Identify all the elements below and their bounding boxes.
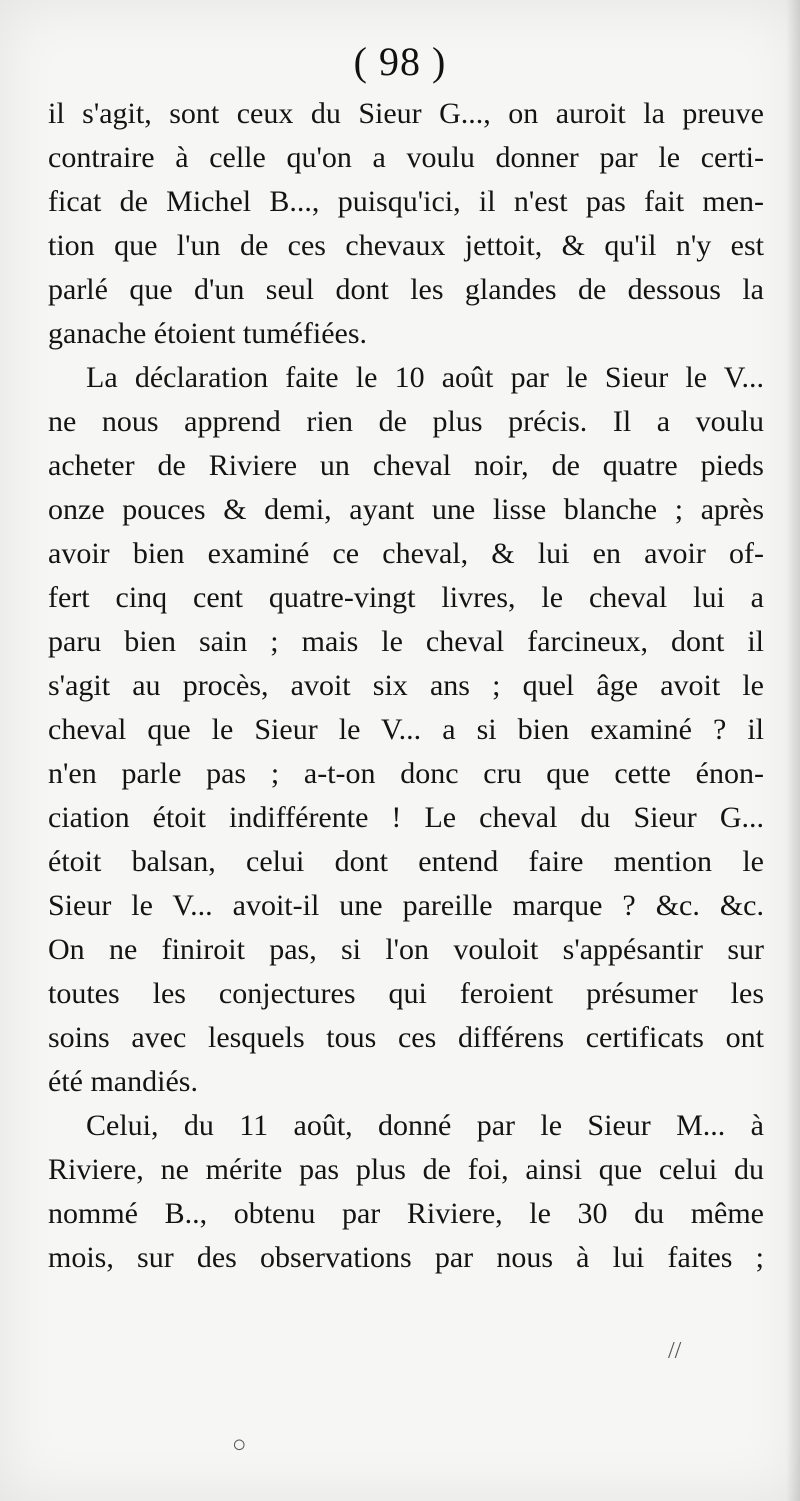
page-edge-shadow (786, 0, 800, 1501)
text-line: Sieur le V... avoit-il une pareille marque ? &c. &c. (48, 889, 764, 922)
stray-mark: ○ (232, 1432, 247, 1458)
text-line: tion que l'un de ces chevaux jettoit, & qu'il n'y est (48, 229, 764, 262)
text-line: été mandiés. (48, 1065, 198, 1098)
text-line: fert cinq cent quatre-vingt livres, le cheval lui a (48, 581, 764, 614)
text-line: avoir bien examiné ce cheval, & lui en avoir of- (48, 537, 764, 570)
text-line: nommé B.., obtenu par Riviere, le 30 du même (48, 1197, 764, 1230)
page-number: ( 98 ) (353, 39, 447, 84)
text-line: ciation étoit indifférente ! Le cheval du Sieur G... (48, 801, 764, 834)
text-line: ganache étoient tuméfiées. (48, 317, 368, 350)
text-line: s'agit au procès, avoit six ans ; quel âge avoit le (48, 669, 764, 702)
text-line: contraire à celle qu'on a voulu donner par le certi- (48, 141, 764, 174)
text-line: ne nous apprend rien de plus précis. Il a voulu (48, 405, 764, 438)
text-line: ficat de Michel B..., puisqu'ici, il n'est pas fait men- (48, 185, 764, 218)
text-line: Celui, du 11 août, donné par le Sieur M... à (86, 1109, 764, 1142)
text-line: La déclaration faite le 10 août par le Sieur le V... (86, 361, 764, 394)
text-line: cheval que le Sieur le V... a si bien examiné ? il (48, 713, 764, 746)
text-line: il s'agit, sont ceux du Sieur G..., on auroit la preuve (48, 97, 764, 130)
text-line: On ne finiroit pas, si l'on vouloit s'appésantir sur (48, 933, 764, 966)
body-text (48, 92, 764, 1280)
stray-mark: // (668, 1338, 682, 1364)
text-line: toutes les conjectures qui feroient présumer les (48, 977, 764, 1010)
text-line: acheter de Riviere un cheval noir, de quatre pieds (48, 449, 764, 482)
text-line: soins avec lesquels tous ces différens certificats ont (48, 1021, 764, 1054)
text-line: onze pouces & demi, ayant une lisse blanche ; après (48, 493, 764, 526)
text-line: n'en parle pas ; a-t-on donc cru que cette énon- (48, 757, 764, 790)
text-line: étoit balsan, celui dont entend faire mention le (48, 845, 764, 878)
text-line: parlé que d'un seul dont les glandes de dessous la (48, 273, 764, 306)
text-line: Riviere, ne mérite pas plus de foi, ainsi que celui du (48, 1153, 764, 1186)
text-line: paru bien sain ; mais le cheval farcineux, dont il (48, 625, 764, 658)
text-line: mois, sur des observations par nous à lui faites ; (48, 1241, 764, 1274)
